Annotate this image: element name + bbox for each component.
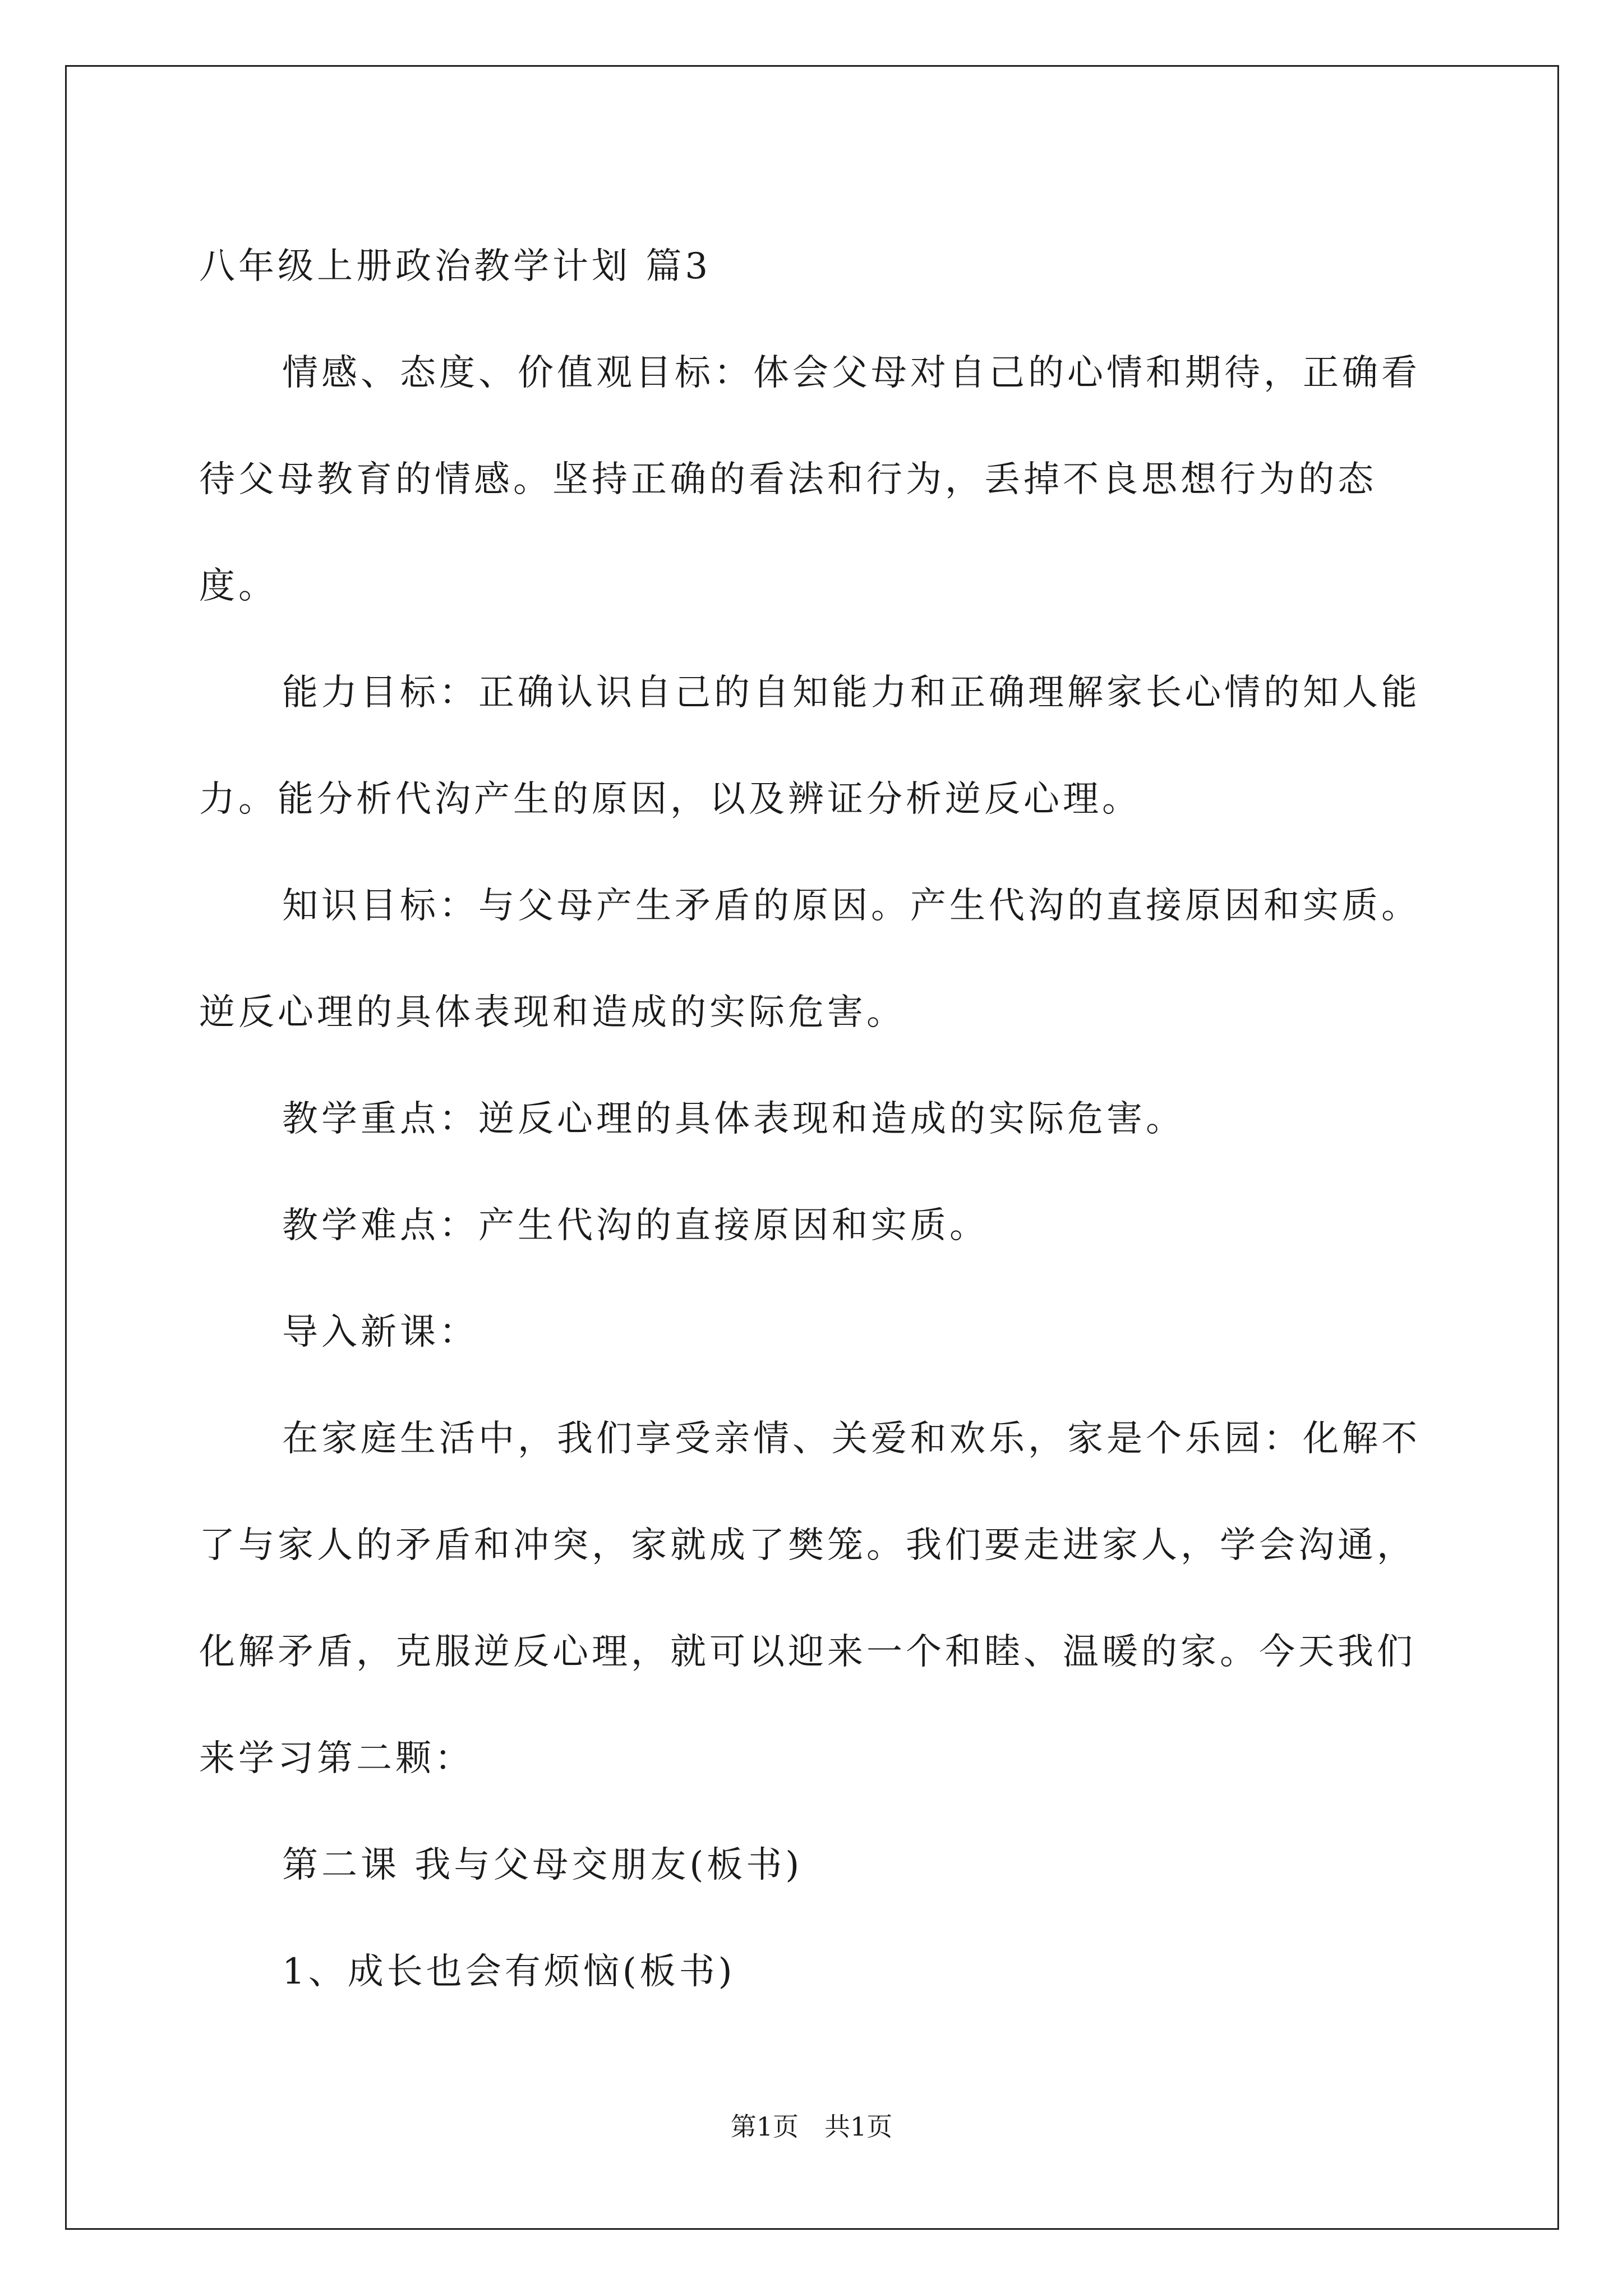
paragraph-teaching-focus: 教学重点：逆反心理的具体表现和造成的实际危害。	[282, 1098, 1185, 1140]
document-title: 八年级上册政治教学计划 篇3	[199, 246, 712, 287]
paragraph-section-title: 1、成长也会有烦恼(板书)	[282, 1951, 736, 1993]
page-number-footer: 第1页 共1页	[730, 2111, 893, 2142]
paragraph-ability-goal: 能力目标：正确认识自己的自知能力和正确理解家长心情的知人能力。能分析代沟产生的原因，以及辨证分析逆反心理。	[199, 672, 1421, 820]
paragraph-teaching-difficulty: 教学难点：产生代沟的直接原因和实质。	[282, 1205, 989, 1246]
paragraph-lesson-title: 第二课 我与父母交朋友(板书)	[282, 1844, 803, 1886]
paragraph-lesson-intro-heading: 导入新课：	[282, 1312, 478, 1353]
paragraph-lesson-intro: 在家庭生活中，我们享受亲情、关爱和欢乐，家是个乐园：化解不了与家人的矛盾和冲突，家就成了樊笼。我们要走进家人，学会沟通，化解矛盾，克服逆反心理，就可以迎来一个和睦、温暖的家。今天我们来学习第二颗：	[199, 1418, 1421, 1779]
paragraph-emotion-goal: 情感、态度、价值观目标：体会父母对自己的心情和期待，正确看待父母教育的情感。坚持正确的看法和行为，丢掉不良思想行为的态度。	[199, 352, 1421, 607]
paragraph-knowledge-goal: 知识目标：与父母产生矛盾的原因。产生代沟的直接原因和实质。逆反心理的具体表现和造成的实际危害。	[199, 885, 1421, 1033]
document-body	[199, 213, 1444, 2025]
